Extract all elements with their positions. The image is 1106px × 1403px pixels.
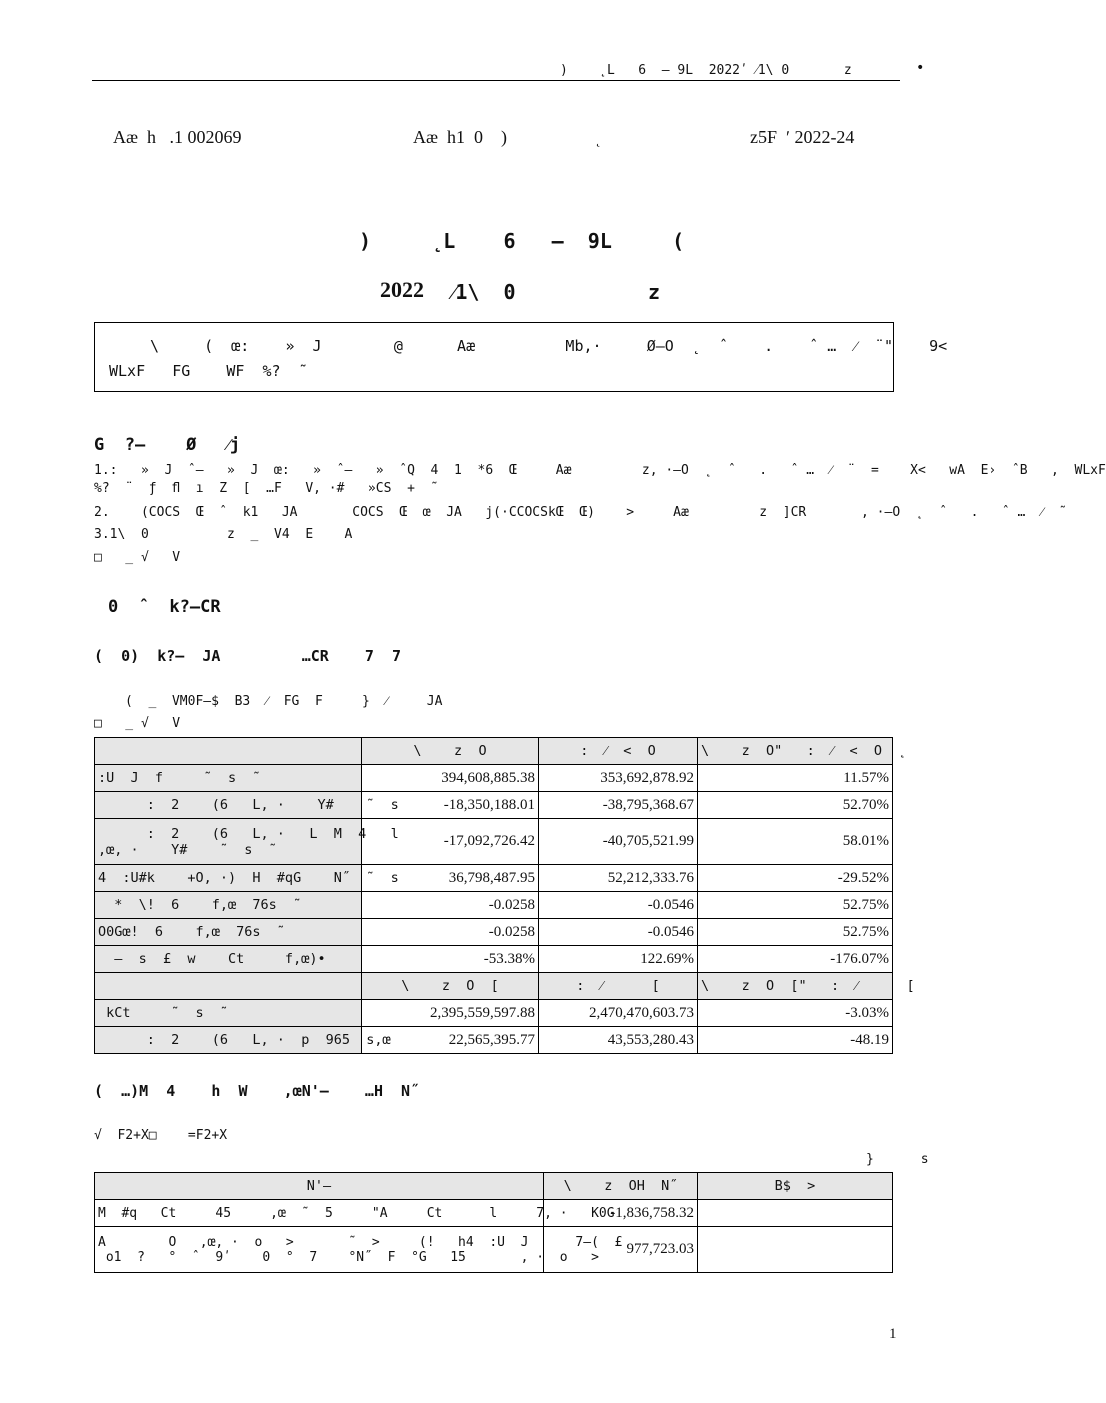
page-number: 1 bbox=[889, 1326, 897, 1342]
table-header-cell bbox=[95, 973, 362, 1000]
checkbox-line-1: □ _ √ V bbox=[94, 550, 181, 565]
stock-code: Aæ h .1 002069 bbox=[113, 127, 242, 147]
cell-value: 2,395,559,597.88 bbox=[362, 1000, 539, 1027]
row-label: 4 :U#k +O, ·) H #qG N˝ ˜ s bbox=[95, 865, 362, 892]
table-header-cell: B$ > bbox=[698, 1173, 893, 1200]
row-label: : 2 (6 L, · Y# ˜ s bbox=[95, 792, 362, 819]
document-title-year: 2022 bbox=[380, 277, 424, 302]
table-row bbox=[95, 792, 893, 819]
cell-value: 36,798,487.95 bbox=[362, 865, 539, 892]
table-row bbox=[95, 765, 893, 792]
cell-value: -29.52% bbox=[698, 865, 893, 892]
checkbox-line-2: □ _ √ V bbox=[94, 716, 181, 731]
table-row bbox=[95, 819, 893, 865]
cell-value: 52,212,333.76 bbox=[539, 865, 698, 892]
table-row bbox=[95, 1027, 893, 1054]
cell-value: 353,692,878.92 bbox=[539, 765, 698, 792]
table-header-cell bbox=[95, 738, 362, 765]
cell-value: 52.70% bbox=[698, 792, 893, 819]
notice-line2: WLxF FG WF %? ˜ bbox=[109, 362, 308, 380]
important-item1-line1: 1.: » J ˆ– » J œ: » ˆ– » ˆQ 4 1 *6 Œ Aæ z, ·–O ˛ ˆ . ˆ … ⁄ ¨ = X< wA E› ˆB , WLxF bbox=[94, 463, 1106, 478]
table-header-cell: \ z OH N˝ bbox=[544, 1173, 698, 1200]
table-row bbox=[95, 1000, 893, 1027]
non-recurring-table bbox=[94, 1172, 893, 1273]
header-rule bbox=[92, 80, 900, 81]
subsection-1-title: ( 0) k?– JA …CR 7 7 bbox=[94, 647, 402, 665]
cell-value: -17,092,726.42 bbox=[362, 819, 539, 865]
cell-value: 22,565,395.77 bbox=[362, 1027, 539, 1054]
running-header: ) ˛L 6 – 9L 2022ʹ ⁄1\ 0 z bbox=[560, 63, 852, 78]
table-row bbox=[95, 946, 893, 973]
table-row bbox=[95, 1227, 893, 1273]
cell-value: -53.38% bbox=[362, 946, 539, 973]
table-header-cell: : ⁄ < O bbox=[539, 738, 698, 765]
row-label: – s £ w Ct f,œ)• bbox=[95, 946, 362, 973]
section-data-title: 0 ˆ k?–CR bbox=[108, 597, 221, 617]
table-row bbox=[95, 865, 893, 892]
cell-value: -0.0258 bbox=[362, 919, 539, 946]
document-title-line1: ) ˛L 6 – 9L ( bbox=[359, 229, 685, 253]
financial-data-table bbox=[94, 737, 915, 1054]
cell-value: -176.07% bbox=[698, 946, 893, 973]
table-header-cell: \ z O [ bbox=[362, 973, 539, 1000]
announcement-number: z5F ʹ 2022-24 bbox=[750, 127, 855, 147]
section-important-title: G ?– Ø ⁄j bbox=[94, 435, 241, 455]
row-label: O0Gœ! 6 f,œ 76s ˜ bbox=[95, 919, 362, 946]
subsection-1-note: ( _ VM0F–$ B3 ⁄ FG F } ⁄ JA bbox=[125, 694, 443, 709]
table-header-row bbox=[95, 738, 893, 765]
cell-value: -18,350,188.01 bbox=[362, 792, 539, 819]
cell-value: -38,795,368.67 bbox=[539, 792, 698, 819]
cell-value: 11.57% bbox=[698, 765, 893, 792]
table-row bbox=[95, 919, 893, 946]
cell-value: -0.0546 bbox=[539, 892, 698, 919]
important-item1-line2: %? ¨ ƒ ﬂ ı Z [ …F V, ·# »CS + ˜ bbox=[94, 481, 439, 496]
row-label: A O ,œ, · o > ˜ > (! h4 :U J 7–( £ o1 ? ° ˆ 9ʹ 0 ° 7 °N˝ F °G 15 , · o > bbox=[95, 1227, 544, 1273]
notice-box bbox=[94, 322, 948, 392]
cell-value: -0.0258 bbox=[362, 892, 539, 919]
table-header-cell: \ z O bbox=[362, 738, 539, 765]
row-label: :U J f ˜ s ˜ bbox=[95, 765, 362, 792]
table-row bbox=[95, 1200, 893, 1227]
cell-value: -0.0546 bbox=[539, 919, 698, 946]
table-header-cell: \ z O" : ⁄ < O ˛ bbox=[698, 738, 893, 765]
cell-note bbox=[698, 1227, 893, 1273]
checkbox-line-3: √ F2+X□ =F2+X bbox=[94, 1128, 228, 1143]
table-header-cell: : ⁄ [ bbox=[539, 973, 698, 1000]
cell-value: 43,553,280.43 bbox=[539, 1027, 698, 1054]
stock-name-mark: ˛ bbox=[596, 133, 601, 148]
cell-value: 52.75% bbox=[698, 892, 893, 919]
cell-value: -1,836,758.32 bbox=[544, 1200, 698, 1227]
cell-note bbox=[698, 1200, 893, 1227]
row-label: M #q Ct 45 ,œ ˜ 5 "A Ct l 7, · K0G bbox=[95, 1200, 544, 1227]
table-row bbox=[95, 892, 893, 919]
cell-value: 58.01% bbox=[698, 819, 893, 865]
subsection-2-title: ( …)M 4 h W ,œN'– …H N˝ bbox=[94, 1082, 420, 1100]
cell-value: 2,470,470,603.73 bbox=[539, 1000, 698, 1027]
unit-label: } s bbox=[866, 1152, 929, 1167]
table-header-cell: \ z O [" : ⁄ [ bbox=[698, 973, 893, 1000]
cell-value: 52.75% bbox=[698, 919, 893, 946]
cell-value: -40,705,521.99 bbox=[539, 819, 698, 865]
header-bullet: • bbox=[916, 60, 925, 76]
cell-value: 122.69% bbox=[539, 946, 698, 973]
table-header-row bbox=[95, 1173, 893, 1200]
row-label: * \! 6 f,œ 76s ˜ bbox=[95, 892, 362, 919]
notice-line1: \ ( œ: » J @ Aæ Mb,· Ø–O ˛ ˆ . ˆ … ⁄ ¨" 9< bbox=[150, 337, 948, 355]
cell-value: 977,723.03 bbox=[544, 1227, 698, 1273]
table-subheader-row bbox=[95, 973, 893, 1000]
important-item2-line2: 3.1\ 0 z _ V4 E A bbox=[94, 527, 353, 542]
cell-value: -3.03% bbox=[698, 1000, 893, 1027]
table-header-cell: N'– bbox=[95, 1173, 544, 1200]
cell-value: 394,608,885.38 bbox=[362, 765, 539, 792]
document-title-line2: ⁄1\ 0 z bbox=[452, 280, 661, 304]
cell-value: -48.19 bbox=[698, 1027, 893, 1054]
important-item2-line1: 2. (COCS Œ ˆ k1 JA COCS Œ œ JA j(·CCOCSkŒ Œ) > Aæ z ]CR , ·–O ˛ ˆ . ˆ … ⁄ ˜ bbox=[94, 505, 1067, 520]
row-label: : 2 (6 L, · p 965 s,œ bbox=[95, 1027, 362, 1054]
row-label: kCt ˜ s ˜ bbox=[95, 1000, 362, 1027]
stock-name: Aæ h1 0 ) bbox=[413, 127, 507, 147]
row-label: : 2 (6 L, · L M 4 l ,œ, · Y# ˜ s ˜ bbox=[95, 819, 362, 865]
